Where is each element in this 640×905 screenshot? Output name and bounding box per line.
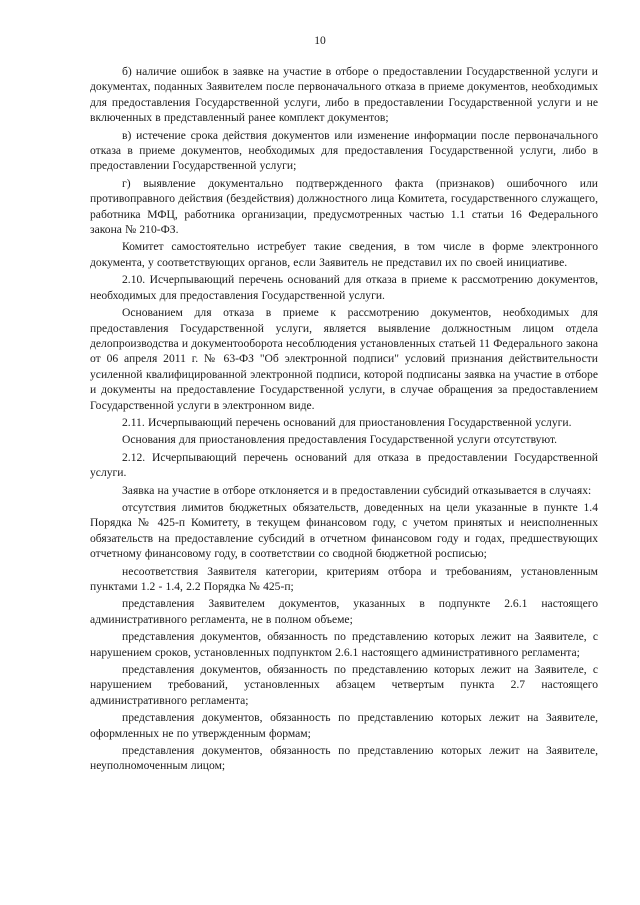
list-item-wrong-forms: представления документов, обязанность по представлению которых лежит на Заявителе, оформленных не по утвержденным формам; xyxy=(90,711,598,740)
section-heading-2-11: 2.11. Исчерпывающий перечень оснований для приостановления Государственной услуги. xyxy=(122,415,572,429)
paragraph-rejection-cases: Заявка на участие в отборе отклоняется и в предоставлении субсидий отказывается в случаях: xyxy=(122,483,592,497)
paragraph-suspension-grounds: Основания для приостановления предоставления Государственной услуги отсутствуют. xyxy=(122,433,558,447)
document-body xyxy=(90,64,598,776)
section-heading-2-10: 2.10. Исчерпывающий перечень оснований для отказа в приеме к рассмотрению документов, необходимых для предоставления Государственной услуги. xyxy=(90,273,598,302)
section-heading-2-12: 2.12. Исчерпывающий перечень оснований для отказа в предоставлении Государственной услуги. xyxy=(90,450,598,480)
list-item-deadline-violation: представления документов, обязанность по представлению которых лежит на Заявителе, с нарушением сроков, установленных подпунктом 2.6.1 настоящего административного регламента; xyxy=(90,630,598,659)
list-item-no-budget-limits: отсутствия лимитов бюджетных обязательств, доведенных на цели указанные в пункте 1.4 Порядка № 425-п Комитету, в текущем финансовом году, с учетом принятых и неисполненных обязательств на предоставление субсидий в отчетном финансовом году и годах, предшествующих отчетному финансовому году, в соответствии со сводной бюджетной росписью; xyxy=(90,500,598,561)
paragraph-refusal-grounds: Основанием для отказа в приеме к рассмотрению документов, необходимых для предоставления Государственной услуги, является выявление должностным лицом отдела делопроизводства и документооборота несоблюдения установленных статьей 11 Федерального закона от 06 апреля 2011 г. № 63-ФЗ "Об электронной подписи" условий признания действительности усиленной квалифицированной электронной подписи, которой подписаны заявка на участие в отборе и документы на предоставление Государственной услуги, в случае обращения за предоставлением Государственной услуги в электронном виде. xyxy=(90,306,598,412)
list-item-incomplete-documents: представления Заявителем документов, указанных в подпункте 2.6.1 настоящего административного регламента, не в полном объеме; xyxy=(90,597,598,626)
paragraph-committee-requests: Комитет самостоятельно истребует такие сведения, в том числе в форме электронного документа, у соответствующих органов, если Заявитель не представил их по своей инициативе. xyxy=(90,240,598,269)
paragraph-item-b: б) наличие ошибок в заявке на участие в отборе о предоставлении Государственной услуги и документах, поданных Заявителем после первоначального отказа в приеме документов, необходимых для предоставления Государственной услуги, либо в предоставлении Государственной услуги и не включенных в представленный ранее комплект документов; xyxy=(90,65,598,125)
paragraph-item-v: в) истечение срока действия документов или изменение информации после первоначального отказа в приеме документов, необходимых для предоставления Государственной услуги, либо в предоставлении Государственной услуги; xyxy=(90,128,598,173)
list-item-unauthorized-person: представления документов, обязанность по представлению которых лежит на Заявителе, неуполномоченным лицом; xyxy=(90,744,598,773)
list-item-noncompliance: несоответствия Заявителя категории, критериям отбора и требованиям, установленным пунктами 1.2 - 1.4, 2.2 Порядка № 425-п; xyxy=(90,564,598,593)
paragraph-item-g: г) выявление документально подтвержденного факта (признаков) ошибочного или противоправного действия (бездействия) должностного лица Комитета, государственного служащего, работника МФЦ, работника организации, предусмотренных частью 1.1 статьи 16 Федерального закона № 210-ФЗ. xyxy=(90,176,598,237)
page-number: 10 xyxy=(314,34,326,47)
list-item-requirements-violation: представления документов, обязанность по представлению которых лежит на Заявителе, с нарушением требований, установленных абзацем четвертым пункта 2.7 настоящего административного регламента; xyxy=(90,663,598,707)
